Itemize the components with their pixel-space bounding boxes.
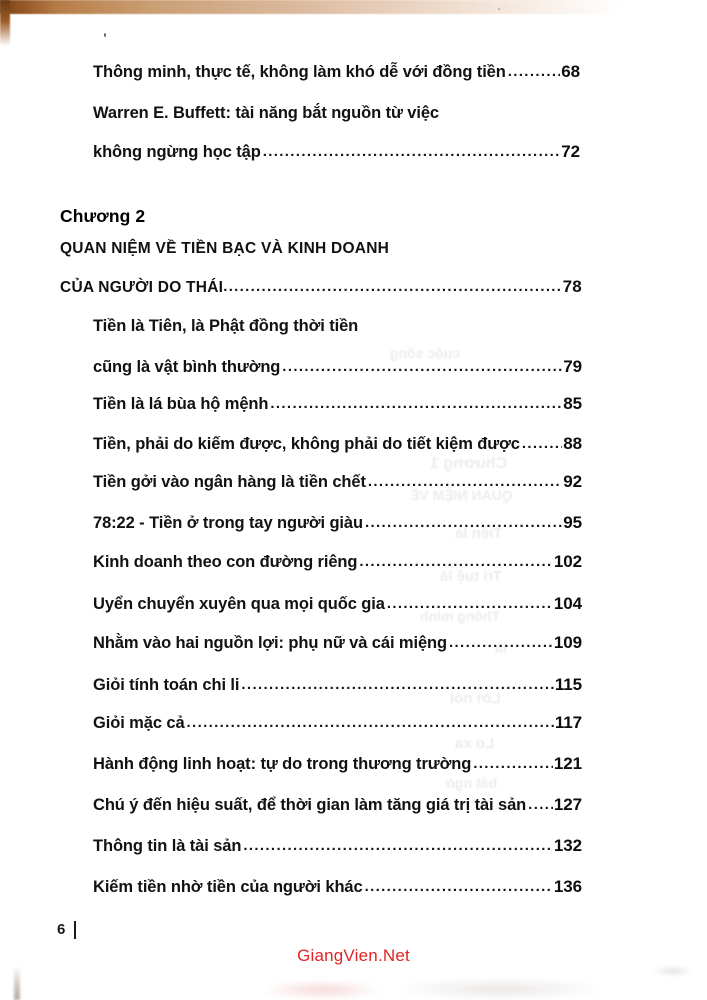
toc-entry-title: Giỏi mặc cả	[93, 714, 185, 732]
dot-leader	[365, 514, 562, 531]
toc-entry-title: Giỏi tính toán chi li	[93, 676, 240, 694]
ghost-text: Chương 1	[430, 455, 508, 472]
toc-entry-title: Tiền gởi vào ngân hàng là tiền chết	[93, 473, 366, 491]
dot-leader	[223, 278, 561, 295]
toc-entry[interactable]	[93, 675, 582, 695]
ghost-text: Trí tuệ là	[440, 568, 502, 585]
toc-entry-page-number: 104	[553, 594, 582, 613]
folio-number: 6	[57, 920, 66, 938]
chapter-title-text-2: CỦA NGƯỜI DO THÁI	[60, 279, 224, 296]
toc-entry[interactable]	[93, 552, 582, 572]
toc-entry-title: Warren E. Buffett: tài năng bắt nguồn từ việc	[93, 104, 440, 122]
toc-entry[interactable]	[93, 142, 580, 162]
ghost-text: Lo xa	[455, 735, 495, 752]
ghost-text: Thông minh	[420, 608, 501, 624]
toc-entry[interactable]	[93, 472, 582, 492]
dot-leader	[368, 473, 562, 490]
toc-entry[interactable]	[93, 594, 582, 614]
chapter-page-number: 78	[562, 277, 582, 296]
toc-entry-page-number: 127	[553, 795, 582, 814]
toc-entry[interactable]	[93, 877, 582, 897]
dot-leader	[263, 143, 561, 160]
toc-entry-title: Kinh doanh theo con đường riêng	[93, 553, 358, 571]
watermark: GiangVien.Net	[297, 946, 410, 965]
dot-leader	[387, 595, 553, 612]
toc-entry-page-number: 85	[563, 394, 582, 413]
ghost-text: Tiền là	[455, 525, 503, 542]
toc-entry[interactable]	[93, 513, 582, 533]
toc-entry-title: Nhằm vào hai nguồn lợi: phụ nữ và cái miệng	[93, 634, 448, 652]
toc-entry-title: Uyển chuyển xuyên qua mọi quốc gia	[93, 595, 385, 613]
toc-entry-page-number: 79	[563, 357, 582, 376]
dot-leader	[528, 796, 553, 813]
toc-entry[interactable]	[93, 317, 582, 336]
dot-leader	[508, 63, 561, 80]
toc-entry-title: 78:22 - Tiền ở trong tay người giàu	[93, 514, 363, 532]
dot-leader	[243, 837, 553, 854]
ghost-text: Lời nói	[450, 690, 501, 707]
toc-entry-title: Tiền, phải do kiếm được, không phải do tiết kiệm được	[93, 435, 520, 453]
toc-entry-title: Hành động linh hoạt: tự do trong thương trường	[93, 755, 472, 773]
dot-leader	[282, 358, 562, 375]
dot-leader	[187, 714, 554, 731]
dot-leader	[449, 634, 553, 651]
toc-entry[interactable]	[93, 754, 582, 774]
ghost-text: QUAN NIỆM VỀ	[410, 487, 513, 503]
dot-leader	[522, 435, 562, 452]
toc-entry-page-number: 102	[553, 552, 582, 571]
toc-entry-title: cũng là vật bình thường	[93, 358, 281, 376]
toc-entry[interactable]	[93, 394, 582, 414]
dot-leader	[359, 553, 553, 570]
ghost-text: bất ngờ	[445, 775, 497, 791]
toc-entry[interactable]	[93, 434, 582, 454]
toc-entry-title: Kiếm tiền nhờ tiền của người khác	[93, 878, 363, 896]
toc-entry-page-number: 136	[553, 877, 582, 896]
page-folio	[57, 920, 76, 938]
toc-entry-page-number: 132	[553, 836, 582, 855]
toc-entry-page-number: 109	[553, 633, 582, 652]
toc-entry-title: Thông tin là tài sản	[93, 837, 242, 855]
toc-entry-page-number: 88	[563, 434, 582, 453]
chapter-label: Chương 2	[60, 206, 146, 226]
toc-entry-title: không ngừng học tập	[93, 143, 261, 161]
ghost-text: cuộc sống	[390, 345, 461, 361]
toc-entry[interactable]	[93, 104, 580, 123]
dot-leader	[241, 676, 553, 693]
toc-entry-title: Tiền là Tiên, là Phật đồng thời tiền	[93, 317, 359, 335]
toc-entry-title: Tiền là lá bùa hộ mệnh	[93, 395, 269, 413]
toc-entry-page-number: 117	[554, 713, 582, 732]
chapter-title-text-1: QUAN NIỆM VỀ TIỀN BẠC VÀ KINH DOANH	[60, 240, 390, 257]
dot-leader	[270, 395, 562, 412]
toc-entry[interactable]	[93, 357, 582, 377]
toc-entry[interactable]	[93, 633, 582, 653]
toc-entry-page-number: 72	[561, 142, 580, 161]
toc-entry[interactable]	[93, 713, 582, 733]
toc-entry-page-number: 121	[553, 754, 582, 773]
dot-leader	[473, 755, 553, 772]
toc-entry-page-number: 68	[561, 62, 580, 81]
ghost-text: là	[495, 640, 507, 656]
toc-entry-title: Thông minh, thực tế, không làm khó dễ với đồng tiền	[93, 63, 506, 81]
chapter-title-line-1	[60, 240, 582, 258]
toc-entry-page-number: 115	[554, 675, 582, 694]
toc-entry-page-number: 95	[563, 513, 582, 532]
folio-rule	[74, 921, 76, 939]
chapter-title-line-2	[60, 277, 582, 297]
toc-entry[interactable]	[93, 836, 582, 856]
toc-entry-page-number: 92	[563, 472, 582, 491]
toc-entry[interactable]	[93, 795, 582, 815]
dot-leader	[365, 878, 553, 895]
toc-entry-title: Chú ý đến hiệu suất, để thời gian làm tăng giá trị tài sản	[93, 796, 527, 814]
toc-entry[interactable]	[93, 62, 580, 82]
